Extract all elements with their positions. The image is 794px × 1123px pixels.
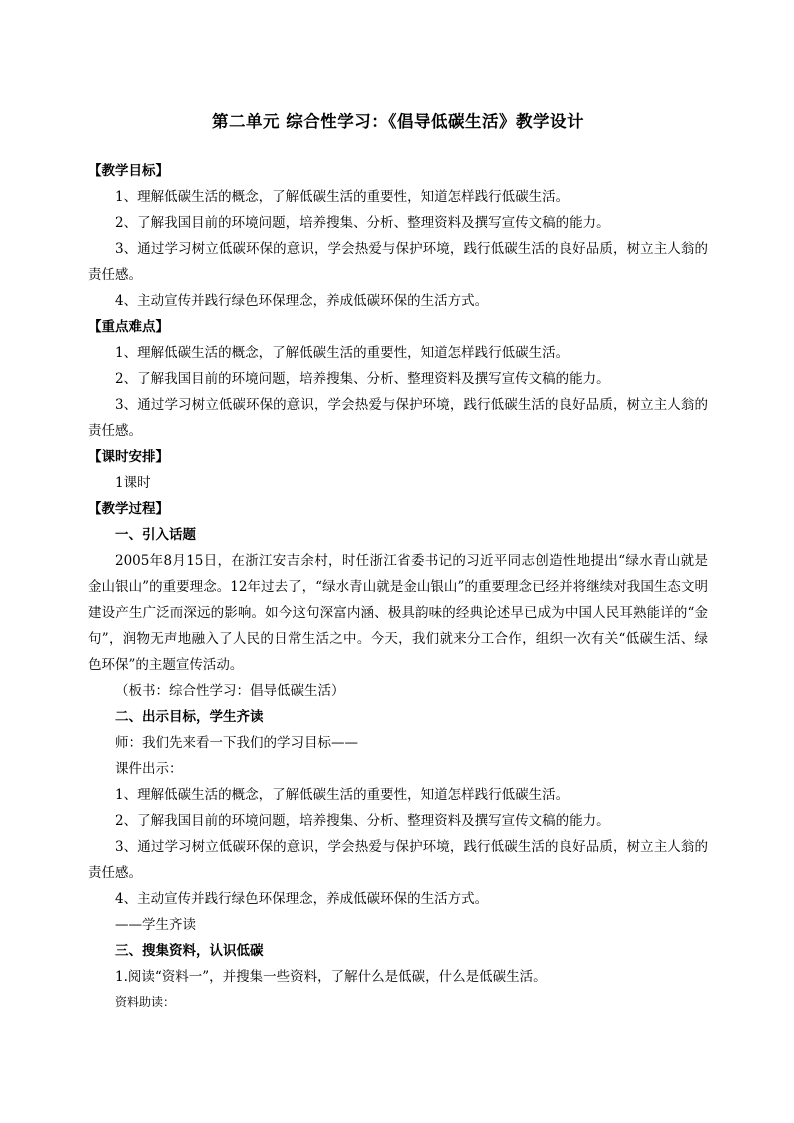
section-heading-process: 【教学过程】	[88, 501, 169, 517]
goal-item: 2、了解我国目前的环境问题，培养搜集、分析、整理资料及撰写宣传文稿的能力。	[115, 215, 610, 231]
process-part3-item1: 1.阅读“资料一”，并搜集一些资料，了解什么是低碳，什么是低碳生活。	[115, 969, 547, 985]
process-part1-paragraph: 2005年8月15日，在浙江安吉余村，时任浙江省委书记的习近平同志创造性地提出“绿水青山就是金山银山”的重要理念。12年过去了，“绿水青山就是金山银山”的重要理念已经并将继续对我国生态文明建设产生广泛而深远的影响。如今这句深富内涵、极具韵味的经典论述早已成为中国人民耳熟能详的“金句”，润物无声地融入了人民的日常生活之中。今天，我们就来分工合作，组织一次有关“低碳生活、绿色环保”的主题宣传活动。	[88, 553, 708, 673]
section-heading-goals: 【教学目标】	[88, 163, 169, 179]
goal-item: 1、理解低碳生活的概念，了解低碳生活的重要性，知道怎样践行低碳生活。	[115, 189, 570, 205]
goal-item: 4、主动宣传并践行绿色环保理念，养成低碳环保的生活方式。	[115, 293, 489, 309]
document-body	[88, 108, 708, 1014]
section-heading-schedule: 【课时安排】	[88, 449, 169, 465]
process-part2-courseware: 课件出示：	[115, 761, 183, 777]
goal-item: 3、通过学习树立低碳环保的意识，学会热爱与保护环境，践行低碳生活的良好品质，树立主人翁的责任感。	[88, 241, 708, 283]
process-part2-item: 1、理解低碳生活的概念，了解低碳生活的重要性，知道怎样践行低碳生活。	[115, 787, 570, 803]
process-part2-item: 4、主动宣传并践行绿色环保理念，养成低碳环保的生活方式。	[115, 891, 489, 907]
page-title: 第二单元 综合性学习：《倡导低碳生活》教学设计	[212, 112, 584, 131]
schedule-text: 1课时	[115, 475, 151, 491]
process-part2-students: ——学生齐读	[115, 917, 196, 933]
key-point-item: 2、了解我国目前的环境问题，培养搜集、分析、整理资料及撰写宣传文稿的能力。	[115, 371, 610, 387]
process-part1-heading: 一、引入话题	[115, 527, 196, 543]
process-part1-board: （板书：综合性学习：倡导低碳生活）	[115, 683, 345, 699]
process-part2-heading: 二、出示目标，学生齐读	[115, 709, 264, 725]
process-part2-item: 3、通过学习树立低碳环保的意识，学会热爱与保护环境，践行低碳生活的良好品质，树立主人翁的责任感。	[88, 839, 708, 881]
process-part2-item: 2、了解我国目前的环境问题，培养搜集、分析、整理资料及撰写宣传文稿的能力。	[115, 813, 610, 829]
section-heading-key-points: 【重点难点】	[88, 319, 169, 335]
process-part3-aid: 资料助读：	[115, 995, 176, 1009]
key-point-item: 1、理解低碳生活的概念，了解低碳生活的重要性，知道怎样践行低碳生活。	[115, 345, 570, 361]
key-point-item: 3、通过学习树立低碳环保的意识，学会热爱与保护环境，践行低碳生活的良好品质，树立主人翁的责任感。	[88, 397, 708, 439]
process-part3-heading: 三、搜集资料，认识低碳	[115, 943, 264, 959]
process-part2-teacher: 师：我们先来看一下我们的学习目标——	[115, 735, 358, 751]
